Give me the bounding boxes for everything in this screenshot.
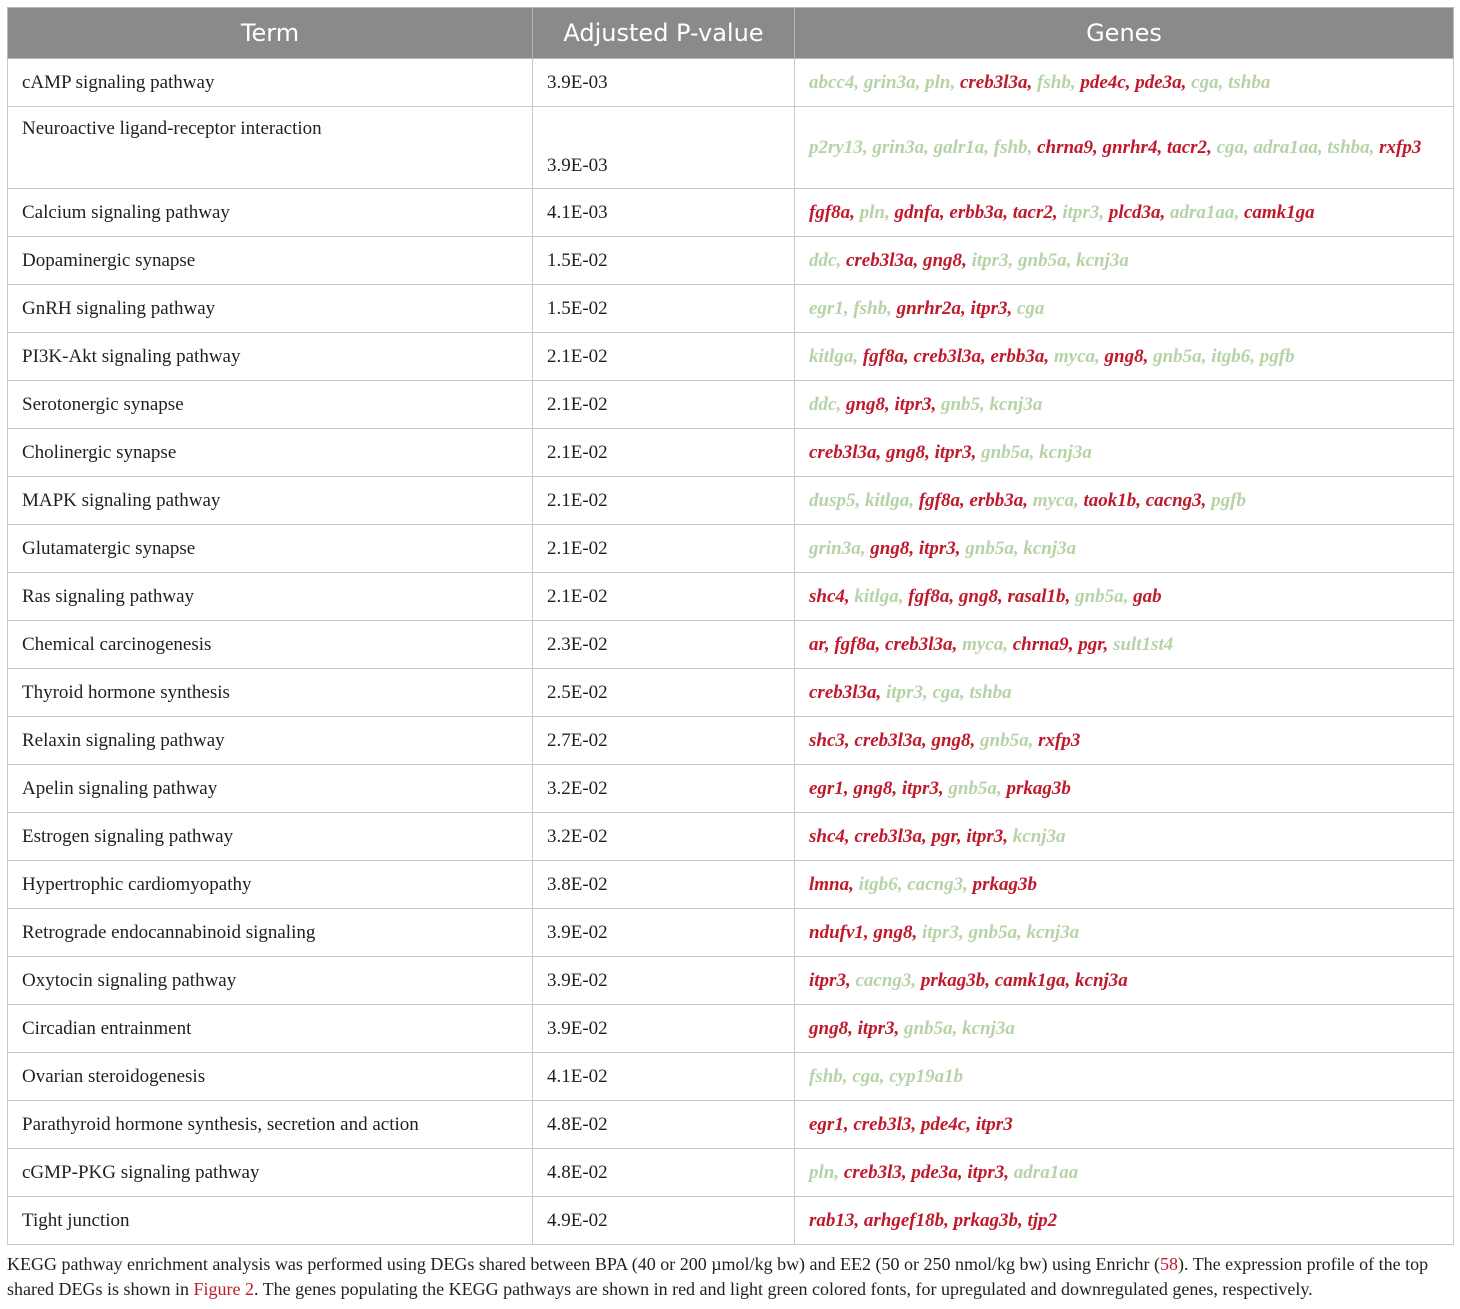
gene-downregulated: gnb5a xyxy=(968,921,1018,943)
term-cell: Retrograde endocannabinoid signaling xyxy=(8,909,533,957)
genes-cell: shc4, kitlga, fgf8a, gng8, rasal1b, gnb5a, gab xyxy=(795,573,1454,621)
gene-upregulated: plcd3a xyxy=(1108,201,1161,223)
gene-upregulated: ndufv1 xyxy=(809,921,864,943)
gene-upregulated: itpr3 xyxy=(934,441,972,463)
gene-downregulated: kcnj3a xyxy=(962,1017,1015,1039)
gene-downregulated: kitlga xyxy=(864,489,910,511)
gene-upregulated: pgr xyxy=(931,825,957,847)
gene-upregulated: itpr3 xyxy=(809,969,846,991)
gene-upregulated: taok1b xyxy=(1083,489,1137,511)
gene-downregulated: gnb5a xyxy=(980,729,1029,751)
gene-upregulated: gnrhr4 xyxy=(1102,136,1158,158)
gene-downregulated: egr1 xyxy=(809,297,844,319)
gene-upregulated: itpr3 xyxy=(894,393,932,415)
caption-text-3: . The genes populating the KEGG pathways are shown in red and light green colored fonts, for upregulated and downregulated genes, respectively. xyxy=(254,1279,1313,1299)
gene-upregulated: pde3a xyxy=(1135,71,1182,93)
gene-downregulated: itgb6 xyxy=(858,873,898,895)
genes-cell: grin3a, gng8, itpr3, gnb5a, kcnj3a xyxy=(795,525,1454,573)
header-term: Term xyxy=(8,8,533,59)
gene-downregulated: gnb5a xyxy=(948,777,997,799)
gene-upregulated: gng8 xyxy=(873,921,913,943)
gene-downregulated: gnb5a xyxy=(981,441,1030,463)
gene-upregulated: pde4c xyxy=(1080,71,1126,93)
gene-downregulated: myca xyxy=(1032,489,1074,511)
gene-downregulated: tshba xyxy=(1228,71,1271,93)
table-caption xyxy=(7,1252,1453,1302)
genes-cell: kitlga, fgf8a, creb3l3a, erbb3a, myca, gng8, gnb5a, itgb6, pgfb xyxy=(795,333,1454,381)
gene-downregulated: kcnj3a xyxy=(1026,921,1080,943)
gene-downregulated: adra1aa xyxy=(1013,1161,1079,1183)
term-cell: Relaxin signaling pathway xyxy=(8,717,533,765)
gene-downregulated: cga xyxy=(852,1065,880,1087)
gene-downregulated: galr1a xyxy=(933,136,985,158)
genes-cell: fshb, cga, cyp19a1b xyxy=(795,1053,1454,1101)
gene-upregulated: creb3l3a xyxy=(959,71,1028,93)
gene-downregulated: sult1st4 xyxy=(1113,633,1174,655)
gene-upregulated: fgf8a xyxy=(918,489,960,511)
genes-cell: p2ry13, grin3a, galr1a, fshb, chrna9, gnrhr4, tacr2, cga, adra1aa, tshba, rxfp3 xyxy=(795,107,1454,189)
table-row xyxy=(8,1197,1454,1245)
term-cell: GnRH signaling pathway xyxy=(8,285,533,333)
gene-upregulated: creb3l3a xyxy=(854,825,922,847)
adjusted-pvalue-cell: 4.8E-02 xyxy=(533,1101,795,1149)
adjusted-pvalue-cell: 2.1E-02 xyxy=(533,381,795,429)
table-row xyxy=(8,237,1454,285)
gene-downregulated: tshba xyxy=(969,681,1012,703)
gene-upregulated: gng8 xyxy=(845,393,886,415)
genes-cell: creb3l3a, itpr3, cga, tshba xyxy=(795,669,1454,717)
gene-downregulated: cga xyxy=(1017,297,1045,319)
adjusted-pvalue-cell: 2.5E-02 xyxy=(533,669,795,717)
gene-downregulated: gnb5a xyxy=(965,537,1014,559)
adjusted-pvalue-cell: 3.2E-02 xyxy=(533,765,795,813)
adjusted-pvalue-cell: 1.5E-02 xyxy=(533,285,795,333)
adjusted-pvalue-cell: 2.1E-02 xyxy=(533,333,795,381)
term-cell: Dopaminergic synapse xyxy=(8,237,533,285)
adjusted-pvalue-cell: 3.9E-02 xyxy=(533,957,795,1005)
genes-cell: egr1, fshb, gnrhr2a, itpr3, cga xyxy=(795,285,1454,333)
genes-cell: egr1, creb3l3, pde4c, itpr3 xyxy=(795,1101,1454,1149)
adjusted-pvalue-cell: 3.8E-02 xyxy=(533,861,795,909)
table-row xyxy=(8,717,1454,765)
gene-upregulated: rxfp3 xyxy=(1038,729,1081,751)
table-row xyxy=(8,525,1454,573)
caption-text-1: KEGG pathway enrichment analysis was performed using DEGs shared between BPA (40 or 200 µmol/kg bw) and EE2 (50 or 250 nmol/kg bw) using Enrichr ( xyxy=(7,1254,1160,1274)
table-row xyxy=(8,909,1454,957)
gene-upregulated: erbb3a xyxy=(990,345,1045,367)
term-cell: Ovarian steroidogenesis xyxy=(8,1053,533,1101)
caption-figure-link[interactable]: Figure 2 xyxy=(193,1279,254,1299)
gene-downregulated: fshb xyxy=(853,297,888,319)
table-row xyxy=(8,669,1454,717)
term-cell: cGMP-PKG signaling pathway xyxy=(8,1149,533,1197)
gene-downregulated: grin3a xyxy=(809,537,861,559)
gene-upregulated: itpr3 xyxy=(975,1113,1013,1135)
gene-downregulated: kcnj3a xyxy=(1039,441,1092,463)
table-row xyxy=(8,1101,1454,1149)
gene-downregulated: itpr3 xyxy=(921,921,959,943)
gene-upregulated: erbb3a xyxy=(949,201,1004,223)
gene-upregulated: gnrhr2a xyxy=(896,297,962,319)
gene-downregulated: itpr3 xyxy=(971,249,1009,271)
gene-upregulated: creb3l3a xyxy=(809,681,877,703)
adjusted-pvalue-cell: 3.9E-03 xyxy=(533,59,795,107)
gene-downregulated: gnb5a xyxy=(904,1017,953,1039)
gene-downregulated: cga xyxy=(1191,71,1219,93)
gene-downregulated: pln xyxy=(925,71,951,93)
gene-downregulated: adra1aa xyxy=(1170,201,1235,223)
term-cell: Oxytocin signaling pathway xyxy=(8,957,533,1005)
gene-upregulated: itpr3 xyxy=(901,777,939,799)
genes-cell: gng8, itpr3, gnb5a, kcnj3a xyxy=(795,1005,1454,1053)
gene-downregulated: cga xyxy=(1216,136,1244,158)
gene-upregulated: itpr3 xyxy=(967,1161,1005,1183)
gene-upregulated: gng8 xyxy=(886,441,926,463)
gene-downregulated: fshb xyxy=(1037,71,1071,93)
gene-upregulated: fgf8a xyxy=(908,585,950,607)
gene-upregulated: prkag3b xyxy=(920,969,986,991)
gene-upregulated: itpr3 xyxy=(966,825,1004,847)
gene-upregulated: cacng3 xyxy=(1145,489,1202,511)
gene-downregulated: pgfb xyxy=(1259,345,1295,367)
gene-upregulated: gng8 xyxy=(958,585,998,607)
table-row xyxy=(8,957,1454,1005)
term-cell: Glutamatergic synapse xyxy=(8,525,533,573)
table-row xyxy=(8,107,1454,189)
table-row xyxy=(8,621,1454,669)
adjusted-pvalue-cell: 1.5E-02 xyxy=(533,237,795,285)
table-row xyxy=(8,1005,1454,1053)
gene-upregulated: shc4 xyxy=(809,825,845,847)
gene-upregulated: creb3l3a xyxy=(854,729,922,751)
adjusted-pvalue-cell: 3.9E-02 xyxy=(533,1005,795,1053)
gene-downregulated: abcc4 xyxy=(809,71,855,93)
gene-upregulated: ar xyxy=(809,633,825,655)
gene-upregulated: fgf8a xyxy=(834,633,876,655)
gene-downregulated: kcnj3a xyxy=(1012,825,1066,847)
table-row xyxy=(8,189,1454,237)
gene-upregulated: shc4 xyxy=(809,585,845,607)
gene-upregulated: egr1 xyxy=(809,1113,844,1135)
gene-downregulated: kitlga xyxy=(809,345,854,367)
gene-downregulated: cyp19a1b xyxy=(889,1065,964,1087)
adjusted-pvalue-cell: 2.1E-02 xyxy=(533,525,795,573)
caption-reference-link[interactable]: 58 xyxy=(1160,1254,1178,1274)
gene-downregulated: kcnj3a xyxy=(989,393,1043,415)
header-adjusted-pvalue: Adjusted P-value xyxy=(533,8,795,59)
table-row xyxy=(8,333,1454,381)
gene-upregulated: gng8 xyxy=(1104,345,1144,367)
adjusted-pvalue-cell: 4.1E-03 xyxy=(533,189,795,237)
term-cell: Hypertrophic cardiomyopathy xyxy=(8,861,533,909)
gene-upregulated: fgf8a xyxy=(809,201,851,223)
gene-upregulated: camk1ga xyxy=(994,969,1066,991)
genes-cell: fgf8a, pln, gdnfa, erbb3a, tacr2, itpr3, plcd3a, adra1aa, camk1ga xyxy=(795,189,1454,237)
gene-upregulated: chrna9 xyxy=(1037,136,1094,158)
term-cell: PI3K-Akt signaling pathway xyxy=(8,333,533,381)
gene-upregulated: pgr xyxy=(1078,633,1104,655)
term-cell: Estrogen signaling pathway xyxy=(8,813,533,861)
genes-cell: ndufv1, gng8, itpr3, gnb5a, kcnj3a xyxy=(795,909,1454,957)
table-body xyxy=(8,59,1454,1245)
gene-downregulated: gnb5a xyxy=(1075,585,1124,607)
genes-cell: rab13, arhgef18b, prkag3b, tjp2 xyxy=(795,1197,1454,1245)
genes-cell: pln, creb3l3, pde3a, itpr3, adra1aa xyxy=(795,1149,1454,1197)
adjusted-pvalue-cell: 2.7E-02 xyxy=(533,717,795,765)
adjusted-pvalue-cell: 2.3E-02 xyxy=(533,621,795,669)
term-cell: Cholinergic synapse xyxy=(8,429,533,477)
gene-downregulated: ddc xyxy=(809,393,837,415)
table-row xyxy=(8,285,1454,333)
gene-upregulated: gng8 xyxy=(853,777,893,799)
gene-upregulated: kcnj3a xyxy=(1075,969,1128,991)
term-cell: Calcium signaling pathway xyxy=(8,189,533,237)
adjusted-pvalue-cell: 3.2E-02 xyxy=(533,813,795,861)
gene-downregulated: cacng3 xyxy=(855,969,912,991)
term-cell: MAPK signaling pathway xyxy=(8,477,533,525)
term-cell: Apelin signaling pathway xyxy=(8,765,533,813)
genes-cell: ddc, gng8, itpr3, gnb5, kcnj3a xyxy=(795,381,1454,429)
gene-upregulated: pde3a xyxy=(911,1161,958,1183)
gene-upregulated: erbb3a xyxy=(969,489,1024,511)
gene-upregulated: fgf8a xyxy=(862,345,904,367)
gene-downregulated: fshb xyxy=(993,136,1028,158)
gene-downregulated: dusp5 xyxy=(809,489,856,511)
gene-upregulated: gng8 xyxy=(809,1017,849,1039)
genes-cell: egr1, gng8, itpr3, gnb5a, prkag3b xyxy=(795,765,1454,813)
gene-downregulated: gnb5a xyxy=(1153,345,1202,367)
gene-downregulated: itpr3 xyxy=(886,681,923,703)
term-cell: Neuroactive ligand-receptor interaction xyxy=(8,107,533,189)
gene-downregulated: fshb xyxy=(809,1065,843,1087)
gene-downregulated: myca xyxy=(1053,345,1096,367)
gene-upregulated: chrna9 xyxy=(1012,633,1069,655)
gene-downregulated: kcnj3a xyxy=(1023,537,1077,559)
genes-cell: ddc, creb3l3a, gng8, itpr3, gnb5a, kcnj3a xyxy=(795,237,1454,285)
gene-upregulated: rxfp3 xyxy=(1379,136,1422,158)
gene-upregulated: egr1 xyxy=(809,777,844,799)
genes-cell: shc4, creb3l3a, pgr, itpr3, kcnj3a xyxy=(795,813,1454,861)
table-row xyxy=(8,429,1454,477)
gene-downregulated: cacng3 xyxy=(907,873,964,895)
gene-downregulated: adra1aa xyxy=(1253,136,1318,158)
gene-upregulated: creb3l3a xyxy=(845,249,914,271)
gene-upregulated: pde4c xyxy=(920,1113,967,1135)
table-header-row xyxy=(8,8,1454,59)
gene-upregulated: creb3l3a xyxy=(913,345,982,367)
gene-downregulated: grin3a xyxy=(872,136,925,158)
gene-upregulated: rasal1b xyxy=(1007,585,1066,607)
term-cell: cAMP signaling pathway xyxy=(8,59,533,107)
table-row xyxy=(8,477,1454,525)
kegg-enrichment-table-container xyxy=(7,7,1453,1245)
gene-downregulated: p2ry13 xyxy=(809,136,863,158)
adjusted-pvalue-cell: 4.8E-02 xyxy=(533,1149,795,1197)
gene-downregulated: itgb6 xyxy=(1211,345,1251,367)
genes-cell: shc3, creb3l3a, gng8, gnb5a, rxfp3 xyxy=(795,717,1454,765)
table-row xyxy=(8,573,1454,621)
gene-upregulated: arhgef18b xyxy=(863,1209,945,1231)
caption-text-2: ). The expression profile of the top shared DEGs is shown in xyxy=(7,1254,1429,1299)
gene-upregulated: gng8 xyxy=(922,249,963,271)
gene-upregulated: tacr2 xyxy=(1012,201,1053,223)
adjusted-pvalue-cell: 4.1E-02 xyxy=(533,1053,795,1101)
term-cell: Parathyroid hormone synthesis, secretion and action xyxy=(8,1101,533,1149)
gene-downregulated: kcnj3a xyxy=(1076,249,1129,271)
gene-downregulated: cga xyxy=(932,681,960,703)
gene-upregulated: itpr3 xyxy=(970,297,1008,319)
genes-cell: abcc4, grin3a, pln, creb3l3a, fshb, pde4c, pde3a, cga, tshba xyxy=(795,59,1454,107)
table-row xyxy=(8,59,1454,107)
table-row xyxy=(8,765,1454,813)
gene-upregulated: gng8 xyxy=(931,729,971,751)
gene-upregulated: prkag3b xyxy=(953,1209,1019,1231)
gene-upregulated: creb3l3a xyxy=(809,441,877,463)
kegg-enrichment-table xyxy=(7,7,1454,1245)
header-genes: Genes xyxy=(795,8,1454,59)
term-cell: Thyroid hormone synthesis xyxy=(8,669,533,717)
adjusted-pvalue-cell: 4.9E-02 xyxy=(533,1197,795,1245)
gene-downregulated: grin3a xyxy=(863,71,916,93)
gene-upregulated: creb3l3 xyxy=(853,1113,912,1135)
gene-upregulated: creb3l3a xyxy=(885,633,953,655)
gene-downregulated: pln xyxy=(809,1161,835,1183)
table-row xyxy=(8,1053,1454,1101)
gene-upregulated: prkag3b xyxy=(1006,777,1071,799)
term-cell: Ras signaling pathway xyxy=(8,573,533,621)
gene-upregulated: gab xyxy=(1133,585,1162,607)
adjusted-pvalue-cell: 3.9E-03 xyxy=(533,107,795,189)
adjusted-pvalue-cell: 2.1E-02 xyxy=(533,573,795,621)
gene-downregulated: kitlga xyxy=(854,585,899,607)
term-cell: Serotonergic synapse xyxy=(8,381,533,429)
gene-downregulated: gnb5a xyxy=(1018,249,1067,271)
gene-upregulated: prkag3b xyxy=(972,873,1038,895)
gene-upregulated: itpr3 xyxy=(857,1017,895,1039)
genes-cell: itpr3, cacng3, prkag3b, camk1ga, kcnj3a xyxy=(795,957,1454,1005)
table-row xyxy=(8,1149,1454,1197)
gene-upregulated: tacr2 xyxy=(1166,136,1208,158)
adjusted-pvalue-cell: 3.9E-02 xyxy=(533,909,795,957)
table-row xyxy=(8,861,1454,909)
adjusted-pvalue-cell: 2.1E-02 xyxy=(533,429,795,477)
gene-downregulated: tshba xyxy=(1327,136,1370,158)
gene-downregulated: pgfb xyxy=(1211,489,1246,511)
gene-downregulated: myca xyxy=(962,633,1004,655)
gene-downregulated: itpr3 xyxy=(1062,201,1100,223)
gene-downregulated: ddc xyxy=(809,249,837,271)
gene-upregulated: gng8 xyxy=(870,537,910,559)
term-cell: Tight junction xyxy=(8,1197,533,1245)
gene-upregulated: tjp2 xyxy=(1027,1209,1058,1231)
adjusted-pvalue-cell: 2.1E-02 xyxy=(533,477,795,525)
gene-downregulated: gnb5 xyxy=(940,393,981,415)
genes-cell: ar, fgf8a, creb3l3a, myca, chrna9, pgr, sult1st4 xyxy=(795,621,1454,669)
genes-cell: dusp5, kitlga, fgf8a, erbb3a, myca, taok1b, cacng3, pgfb xyxy=(795,477,1454,525)
term-cell: Chemical carcinogenesis xyxy=(8,621,533,669)
table-row xyxy=(8,813,1454,861)
gene-upregulated: gdnfa xyxy=(894,201,940,223)
gene-upregulated: rab13 xyxy=(809,1209,855,1231)
table-row xyxy=(8,381,1454,429)
term-cell: Circadian entrainment xyxy=(8,1005,533,1053)
gene-upregulated: itpr3 xyxy=(918,537,956,559)
genes-cell: lmna, itgb6, cacng3, prkag3b xyxy=(795,861,1454,909)
gene-upregulated: lmna xyxy=(809,873,850,895)
genes-cell: creb3l3a, gng8, itpr3, gnb5a, kcnj3a xyxy=(795,429,1454,477)
gene-upregulated: camk1ga xyxy=(1243,201,1315,223)
gene-upregulated: shc3 xyxy=(809,729,845,751)
gene-downregulated: pln xyxy=(859,201,886,223)
gene-upregulated: creb3l3 xyxy=(843,1161,902,1183)
